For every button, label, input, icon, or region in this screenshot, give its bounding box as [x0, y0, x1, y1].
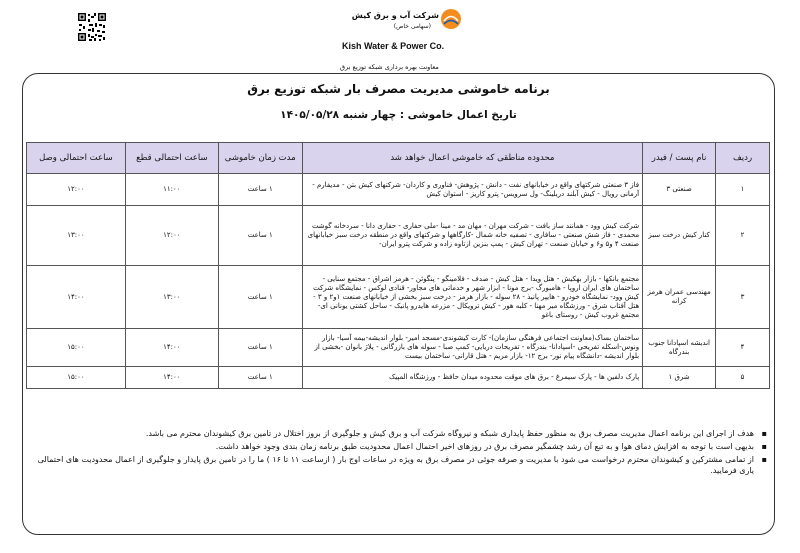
connect-time: ۱۵:۰۰: [27, 367, 126, 389]
table-row: [27, 367, 770, 389]
header-cut-time: ساعت احتمالی قطع: [125, 143, 218, 174]
connect-time: ۱۵:۰۰: [27, 329, 126, 367]
table-row: [27, 266, 770, 329]
table-row: [27, 329, 770, 367]
bullet-icon: ▪: [761, 442, 767, 451]
row-number: ۴: [716, 329, 770, 367]
page-title: برنامه خاموشی مدیریت مصرف بار شبکه توزیع برق: [247, 82, 550, 96]
cut-time: ۱۳:۰۰: [125, 266, 218, 329]
header-row-number: ردیف: [716, 143, 770, 174]
note-text: از تمامی مشترکین و کیشوندان محترم درخواست می شود با مدیریت و صرفه جوئی در مصرف برق به ویژه در ساعات اوج بار ( ازساعت ۱۱ تا ۱۶ ) ما را در تامین برق پایدار و جلوگیری از اعمال محدودیت های احتمالی یاری فرمایید.: [37, 455, 754, 475]
connect-time: ۱۲:۰۰: [27, 174, 126, 206]
connect-time: ۱۴:۰۰: [27, 266, 126, 329]
cut-time: ۱۱:۰۰: [125, 174, 218, 206]
cut-time: ۱۲:۰۰: [125, 206, 218, 266]
note-text: بدیهی است با توجه به افزایش دمای هوا و به تبع آن رشد چشمگیر مصرف برق در روزهای اخیر احتمال اعمال محدودیت طبق برنامه زمان بندی وجود خواهد داشت.: [215, 442, 754, 451]
cut-time: ۱۴:۰۰: [125, 367, 218, 389]
qr-code-icon: [77, 12, 107, 42]
note-text: هدف از اجرای این برنامه اعمال مدیریت مصرف برق به منظور حفظ پایداری شبکه و نیروگاه شرکت آب و برق کیش و جلوگیری از بروز اختلال در تامین برق کیشوندان محترم می باشد.: [145, 429, 754, 438]
post-feeder: اندیشه اسپادانا جنوب بندرگاه: [643, 329, 716, 367]
row-number: ۵: [716, 367, 770, 389]
table-row: [27, 206, 770, 266]
header-connect-time: ساعت احتمالی وصل: [27, 143, 126, 174]
duration: ۱ ساعت: [218, 174, 302, 206]
areas: ساختمان بساک(معاونت اجتماعی فرهنگی سازمان)- کارت کیشوندی-مسجد امیر- بلوار اندیشه-بیمه آسیا- بازار ونوس-اسکله تفریحی -اسپادانا- بندرگاه - تفریحات دریایی- کمپ صبا - سوله های بازرگانی - پلاژ بانوان -بخشی از بلوار اندیشه -دانشگاه پیام نور- برج ۱۲- بازار مریم - هتل قارانی- ساختمان بیست: [302, 329, 642, 367]
bullet-icon: ▪: [761, 455, 767, 464]
connect-time: ۱۳:۰۰: [27, 206, 126, 266]
note-item: [32, 428, 767, 439]
company-type: (سهامی خاص): [393, 23, 431, 30]
duration: ۱ ساعت: [218, 329, 302, 367]
letterhead: [0, 0, 800, 78]
table-row: [27, 174, 770, 206]
row-number: ۲: [716, 206, 770, 266]
areas: شرکت کیش وود - همانند ساز بافت - شرکت مهران - مهان مد - مینا -ملی حفاری - حفاری دانا - سردخانه گوشت محمدی - فاز شش صنعتی - سافاری - تصفیه خانه شمال -کارگاهها و شرکتهای واقع در منطقه درخت سبز خیابانهای صنعت ۴ و۵ و۶ و خیابان صنعت - تهران کیش - پمپ بنزین ازتاوه زاده و شرکت پترو ایران-: [302, 206, 642, 266]
outage-schedule-table: [26, 142, 770, 389]
header-areas: محدوده مناطقی که خاموشی اعمال خواهد شد: [302, 143, 642, 174]
row-number: ۳: [716, 266, 770, 329]
duration: ۱ ساعت: [218, 367, 302, 389]
areas: پارک دلفین ها - پارک سیمرغ - برق های موقت محدوده میدان حافظ - ورزشگاه المپیک: [302, 367, 642, 389]
cut-time: ۱۴:۰۰: [125, 329, 218, 367]
row-number: ۱: [716, 174, 770, 206]
post-feeder: شرق ۱: [643, 367, 716, 389]
department-name: معاونت بهره برداری شبکه توزیع برق: [340, 63, 439, 71]
company-logo: [340, 8, 465, 78]
note-item: [32, 441, 767, 452]
kish-logo-icon: [440, 8, 462, 30]
header-post-feeder: نام پست / فیدر: [643, 143, 716, 174]
areas: مجتمع بانکها - بازار بهکیش - هتل ویدا - هتل کیش - صدف - فلامینگو - پنگوئن - هرمز اشراق - مجتمع سنایی - ساختمان های ایران اروپا - هامبورگ -برج مونا - ابزار شهر و خدماتی های مجاور- قنادی لوکس - نمایشگاه شرکت کیش وود- نمایشگاه خودرو - هایپر پانیذ - ۲۸ سوله - بازار هرمز - درخت سبز بخشی از خیابانهای صنعت ۱و۲ و ۳ - هتل آفتاب شرق - ورزشگاه میر مهنا - کلبه هور - کیش ترویکال - مزرعه هایدرو پانیک - ساحل کشتی یونانی ای- مجتمع غروب کیش - روستای باغو: [302, 266, 642, 329]
company-name-en: Kish Water & Power Co.: [342, 41, 445, 51]
company-name-fa: شرکت آب و برق کیش: [351, 11, 439, 20]
notes-section: [32, 428, 767, 478]
bullet-icon: ▪: [761, 429, 767, 438]
duration: ۱ ساعت: [218, 206, 302, 266]
post-feeder: کنار کیش درخت سبز: [643, 206, 716, 266]
duration: ۱ ساعت: [218, 266, 302, 329]
areas: فاز ۳ صنعتی شرکتهای واقع در خیابانهای نفت - دانش - پژوهش- فناوری و کاردان- شرکتهای کیش بتن - مدیفارم - آرمانی رویال - کیش آبلند دریلینگ- ول سرویس- پترو کاریز - استوان کیش: [302, 174, 642, 206]
note-item: [32, 454, 767, 476]
post-feeder: مهندسی عمران هرمز کرانه: [643, 266, 716, 329]
header-duration: مدت زمان خاموشی: [218, 143, 302, 174]
post-feeder: صنعتی ۳: [643, 174, 716, 206]
table-header-row: [27, 143, 770, 174]
outage-date: تاریخ اعمال خاموشی : چهار شنبه ۱۴۰۵/۰۵/۲۸: [280, 109, 517, 121]
